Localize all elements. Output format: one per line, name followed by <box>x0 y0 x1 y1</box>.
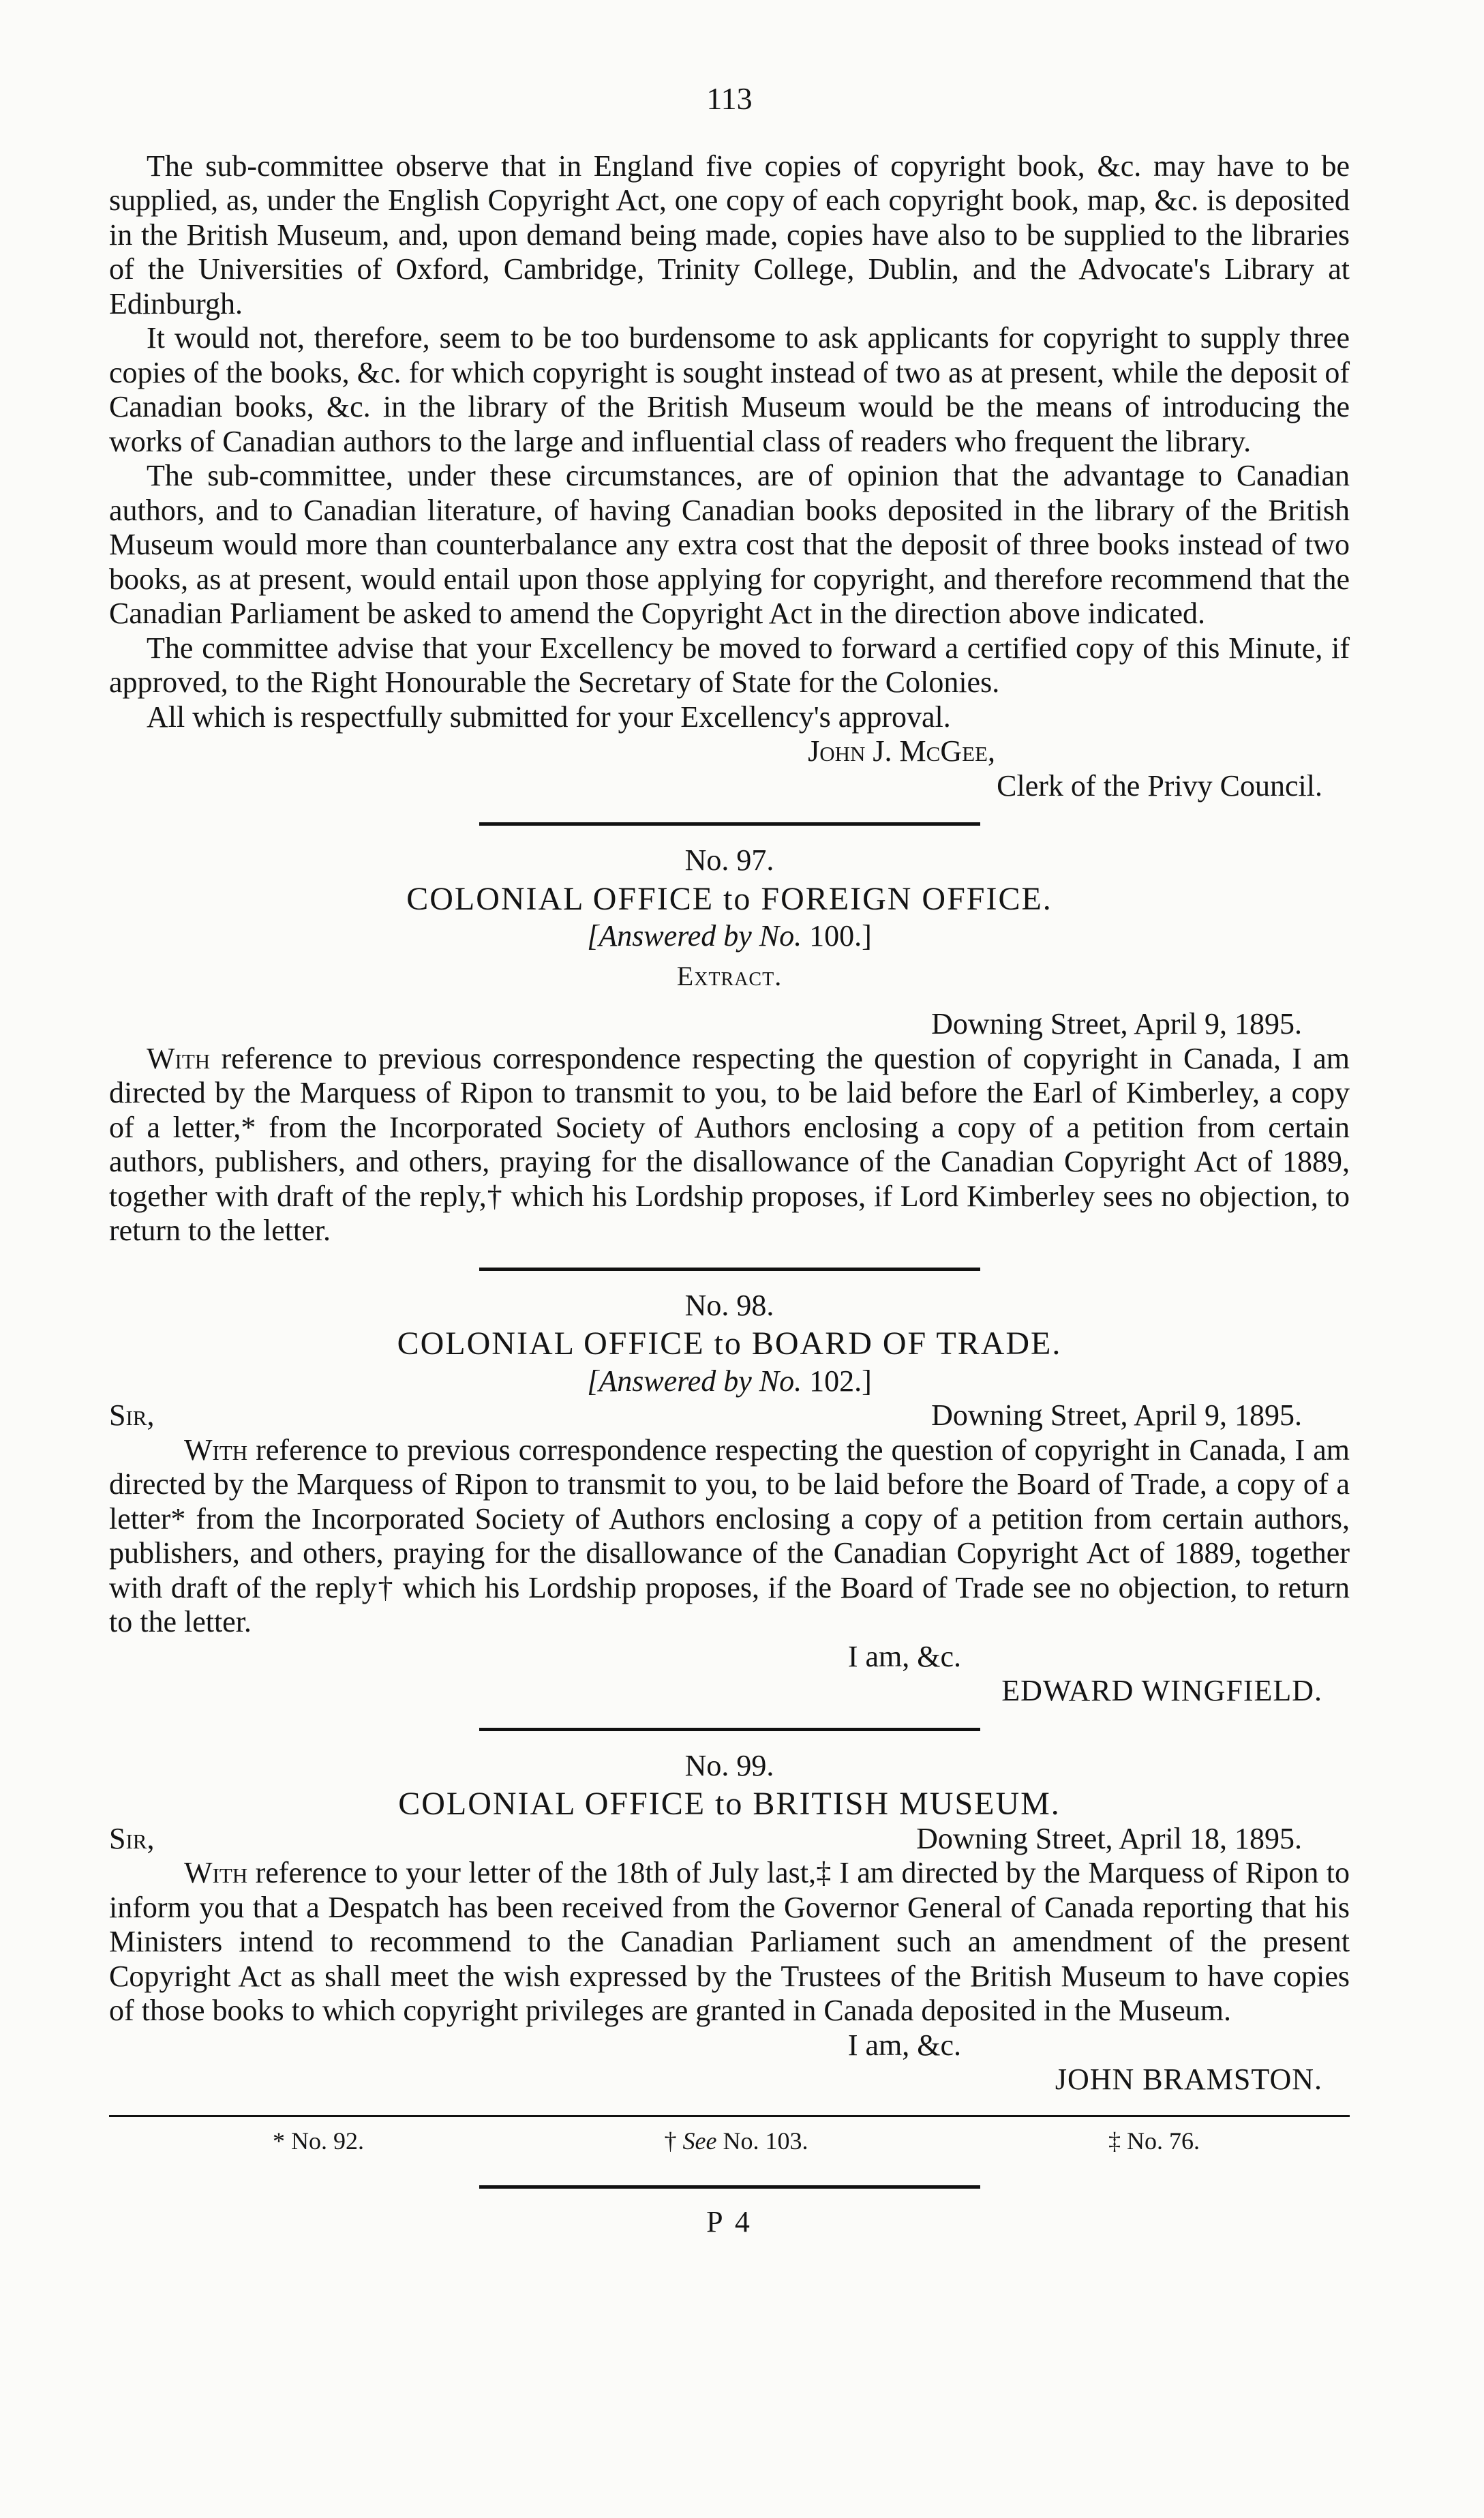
document-no-97 <box>109 843 1350 1248</box>
extract-label: Extract. <box>676 960 783 991</box>
privy-council-minute <box>109 149 1350 804</box>
salutation: Sir, <box>109 1398 155 1432</box>
footnote-divider <box>109 2115 1350 2117</box>
answered-by-prefix: [Answered by No. <box>587 919 802 953</box>
document-heading: COLONIAL OFFICE to FOREIGN OFFICE. <box>406 880 1053 917</box>
document-number: No. 97. <box>684 843 774 877</box>
footnote-2-see: See <box>682 2127 717 2155</box>
letter-body-text: reference to your letter of the 18th of July last,‡ I am directed by the Marquess of Ripon to inform you that a Despatch has been received from the Governor General of Canada reporting that his Ministers intend to recommend to the Canadian Parliament such an amendment of the present Copyright Act as shall meet the wish expressed by the Trustees of the British Museum to have copies of those books to which copyright privileges are granted in Canada deposited in the Museum. <box>109 1856 1350 2027</box>
letter-lead-word: With <box>147 1041 211 1075</box>
document-number: No. 98. <box>684 1288 774 1322</box>
answered-by-note <box>109 919 1350 954</box>
letter-signer: JOHN BRAMSTON. <box>1055 2063 1322 2096</box>
answered-by-number: 100.] <box>809 919 872 953</box>
letter-body <box>109 1042 1350 1248</box>
dateline: Downing Street, April 9, 1895. <box>931 1398 1302 1432</box>
text-column <box>109 82 1350 2240</box>
footnote-1: * No. 92. <box>273 2127 364 2155</box>
document-number: No. 99. <box>684 1748 774 1782</box>
dateline: Downing Street, April 18, 1895. <box>916 1821 1302 1855</box>
minute-paragraph-4: The committee advise that your Excellency be moved to forward a certified copy of this Minute, if approved, to the Right Honourable the Secretary of State for the Colonies. <box>109 631 1350 699</box>
salutation-line <box>109 1822 1350 1857</box>
document-no-98 <box>109 1289 1350 1709</box>
salutation-line <box>109 1398 1350 1433</box>
page-number: 113 <box>706 81 753 116</box>
answered-by-number: 102.] <box>809 1364 872 1398</box>
section-divider <box>479 1268 980 1271</box>
document-heading: COLONIAL OFFICE to BRITISH MUSEUM. <box>398 1786 1061 1822</box>
footnote-2 <box>665 2124 808 2159</box>
minute-paragraph-1: The sub-committee observe that in England five copies of copyright book, &c. may have to be supplied, as, under the English Copyright Act, one copy of each copyright book, map, &c. is deposited in the British Museum, and, upon demand being made, copies have also to be supplied to the libraries of the Universities of Oxford, Cambridge, Trinity College, Dublin, and the Advocate's Library at Edinburgh. <box>109 149 1350 320</box>
letter-lead-word: With <box>184 1433 248 1467</box>
answered-by-note <box>109 1364 1350 1399</box>
document-no-99 <box>109 1749 1350 2097</box>
bottom-divider <box>479 2185 980 2189</box>
footnote-3: ‡ No. 76. <box>1108 2127 1200 2155</box>
closing: I am, &c. <box>847 2028 961 2062</box>
letter-body-text: reference to previous correspondence respecting the question of copyright in Canada, I am directed by the Marquess of Ripon to transmit to you, to be laid before the Earl of Kimberley, a copy of a letter,* from the Incorporated Society of Authors enclosing a copy of a petition from certain authors, publishers, and others, praying for the disallowance of the Canadian Copyright Act of 1889, together with draft of the reply,† which his Lordship proposes, if Lord Kimberley sees no objection, to return to the letter. <box>109 1041 1350 1247</box>
letter-signer: EDWARD WINGFIELD. <box>1001 1674 1322 1707</box>
letter-body-text: reference to previous correspondence respecting the question of copyright in Canada, I am directed by the Marquess of Ripon to transmit to you, to be laid before the Board of Trade, a copy of a letter* from the Incorporated Society of Authors enclosing a copy of a petition from certain authors, publishers, and others, praying for the disallowance of the Canadian Copyright Act of 1889, together with draft of the reply† which his Lordship proposes, if the Board of Trade see no objection, to return to the letter. <box>109 1433 1350 1638</box>
minute-signer-title: Clerk of the Privy Council. <box>997 768 1322 803</box>
printer-signature-mark: P 4 <box>706 2205 753 2238</box>
footnotes <box>109 2124 1350 2159</box>
answered-by-prefix: [Answered by No. <box>587 1364 802 1398</box>
minute-paragraph-5: All which is respectfully submitted for your Excellency's approval. <box>147 700 951 734</box>
section-divider <box>479 822 980 826</box>
dateline: Downing Street, April 9, 1895. <box>931 1007 1302 1040</box>
section-divider <box>479 1728 980 1731</box>
salutation: Sir, <box>109 1821 155 1855</box>
minute-signer: John J. McGee, <box>808 734 995 768</box>
footnote-2-text: No. 103. <box>716 2127 808 2155</box>
closing: I am, &c. <box>847 1639 961 1673</box>
letter-body <box>109 1856 1350 2028</box>
letter-body <box>109 1433 1350 1640</box>
footnote-2-mark: † <box>664 2127 683 2155</box>
minute-paragraph-3: The sub-committee, under these circumstances, are of opinion that the advantage to Canadian authors, and to Canadian literature, of having Canadian books deposited in the library of the British Museum would more than counterbalance any extra cost that the deposit of three books instead of two books, as at present, would entail upon those applying for copyright, and therefore recommend that the Canadian Parliament be asked to amend the Copyright Act in the direction above indicated. <box>109 459 1350 630</box>
document-heading: COLONIAL OFFICE to BOARD OF TRADE. <box>397 1325 1062 1362</box>
letter-lead-word: With <box>184 1856 248 1889</box>
minute-paragraph-2: It would not, therefore, seem to be too burdensome to ask applicants for copyright to supply three copies of the books, &c. for which copyright is sought instead of two as at present, while the deposit of Canadian books, &c. in the library of the British Museum would be the means of introducing the works of Canadian authors to the large and influential class of readers who frequent the library. <box>109 321 1350 458</box>
